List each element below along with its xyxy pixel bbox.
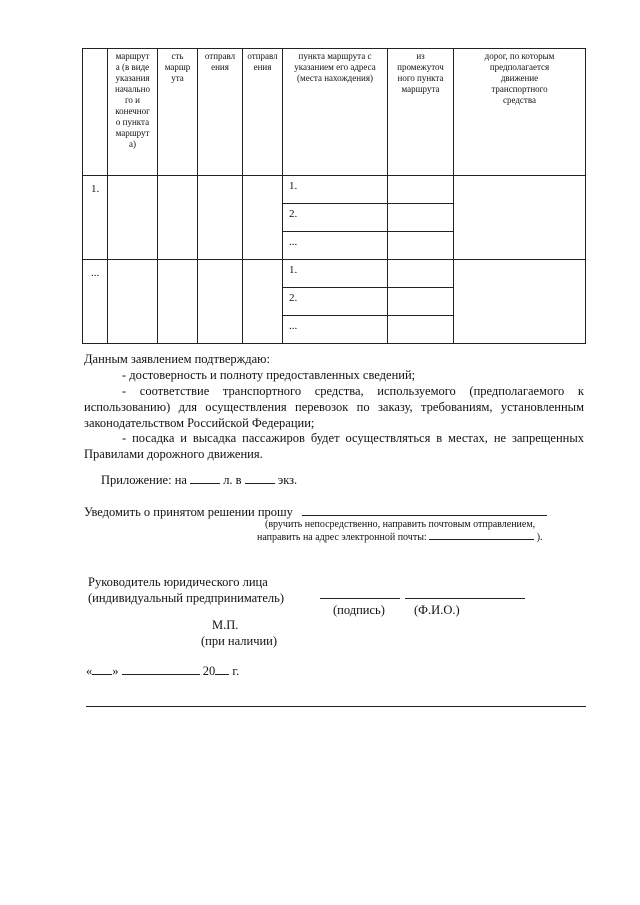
full-name-field[interactable] [405, 598, 525, 599]
header-cell [83, 49, 108, 176]
table-row [83, 176, 586, 204]
route-point-cell[interactable]: 2. [283, 288, 388, 316]
route-number-cell: 1. [83, 176, 108, 260]
header-line: промежуточ [397, 62, 444, 72]
table-header-row [83, 49, 586, 176]
header-line: ута [171, 73, 184, 83]
attachment-line [101, 472, 297, 488]
header-cell [454, 49, 586, 176]
header-line: конечног [115, 106, 150, 116]
table-row [83, 260, 586, 288]
header-line: (места нахождения) [297, 73, 373, 83]
header-line: ного пункта [397, 73, 444, 83]
header-cell [243, 49, 283, 176]
header-line: маршр [164, 62, 191, 72]
stamp-label: М.П. [212, 618, 239, 632]
attachment-middle: л. в [223, 473, 242, 487]
date-day-blank[interactable] [92, 664, 112, 675]
header-line: средства [502, 95, 536, 105]
header-line: указанием его адреса [294, 62, 376, 72]
header-line: указания [115, 73, 150, 83]
header-line: начально [115, 84, 150, 94]
header-cell [198, 49, 243, 176]
notify-hint-2 [257, 530, 543, 544]
attachment-prefix: Приложение: на [101, 473, 187, 487]
route-point-cell[interactable]: 1. [283, 260, 388, 288]
header-line: ения [211, 62, 229, 72]
route-point-cell[interactable]: ... [283, 316, 388, 344]
intermediate-point-cell[interactable] [388, 316, 454, 344]
empty-cell[interactable] [108, 260, 158, 344]
date-line [86, 663, 239, 679]
header-line: маршрут [115, 51, 150, 61]
notify-method-field[interactable] [302, 515, 547, 516]
date-year-suffix: г. [232, 664, 240, 678]
signatory-role-1: Руководитель юридического лица [88, 575, 268, 589]
date-close-quote: » [112, 664, 119, 678]
date-year-blank[interactable] [215, 664, 229, 675]
date-year-prefix: 20 [202, 664, 216, 678]
empty-cell[interactable] [108, 176, 158, 260]
header-cell [108, 49, 158, 176]
notify-hint-1: (вручить непосредственно, направить почтовым отправлением, [265, 519, 536, 530]
notify-label: Уведомить о принятом решении прошу [84, 505, 293, 519]
header-line: движение [500, 73, 539, 83]
header-line: транспортного [491, 84, 548, 94]
empty-cell[interactable] [158, 260, 198, 344]
header-line: отправл [247, 51, 278, 61]
date-open-quote: « [86, 664, 93, 678]
bottom-rule [86, 706, 586, 707]
route-point-cell[interactable]: 1. [283, 176, 388, 204]
header-line: дорог, по которым [484, 51, 555, 61]
empty-cell[interactable] [158, 176, 198, 260]
header-line: а) [129, 139, 136, 149]
header-line: предполагается [489, 62, 550, 72]
route-table [82, 48, 586, 344]
empty-cell[interactable] [198, 176, 243, 260]
signature-label: (подпись) [333, 603, 385, 617]
intermediate-point-cell[interactable] [388, 288, 454, 316]
header-line: отправл [204, 51, 236, 61]
attachment-copies-blank [245, 473, 275, 484]
attachment-sheets-blank [190, 473, 220, 484]
notify-hint-2-text: направить на адрес электронной почты: [257, 532, 427, 543]
header-cell [388, 49, 454, 176]
signature-field[interactable] [320, 598, 400, 599]
header-cell [158, 49, 198, 176]
header-line: из [416, 51, 425, 61]
header-line: маршрут [115, 128, 150, 138]
route-point-cell[interactable]: ... [283, 232, 388, 260]
signatory-role-2: (индивидуальный предприниматель) [88, 591, 284, 605]
confirm-item-boarding: - посадка и высадка пассажиров будет осуществляться в местах, не запрещенных Правилами дорожного движения. [84, 431, 584, 461]
empty-cell[interactable] [243, 176, 283, 260]
header-cell [283, 49, 388, 176]
empty-cell[interactable] [243, 260, 283, 344]
header-line: маршрута [401, 84, 440, 94]
full-name-label: (Ф.И.О.) [414, 603, 460, 617]
header-line: о пункта [115, 117, 150, 127]
date-month-blank[interactable] [122, 664, 200, 675]
header-line: а (в виде [115, 62, 150, 72]
email-blank[interactable] [429, 530, 534, 540]
empty-cell[interactable] [198, 260, 243, 344]
intermediate-point-cell[interactable] [388, 260, 454, 288]
stamp-note: (при наличии) [201, 634, 278, 648]
header-line: пункта маршрута с [298, 51, 372, 61]
route-point-cell[interactable]: 2. [283, 204, 388, 232]
intermediate-point-cell[interactable] [388, 204, 454, 232]
confirm-intro: Данным заявлением подтверждаю: [84, 352, 270, 366]
roads-cell[interactable] [454, 176, 586, 260]
intermediate-point-cell[interactable] [388, 232, 454, 260]
route-number-cell: ... [83, 260, 108, 344]
roads-cell[interactable] [454, 260, 586, 344]
attachment-suffix: экз. [277, 473, 298, 487]
confirm-item-accuracy: - достоверность и полноту предоставленных сведений; [122, 368, 416, 382]
notify-hint-2-end: ). [536, 532, 543, 543]
header-line: го и [124, 95, 141, 105]
confirm-item-compliance: - соответствие транспортного средства, используемого (предполагаемого к использованию) для осуществления перевозок по заказу, требованиям, установленным законодательством Российской Федерации; [84, 384, 584, 430]
intermediate-point-cell[interactable] [388, 176, 454, 204]
header-line: ения [253, 62, 272, 72]
header-line: сть [171, 51, 184, 61]
